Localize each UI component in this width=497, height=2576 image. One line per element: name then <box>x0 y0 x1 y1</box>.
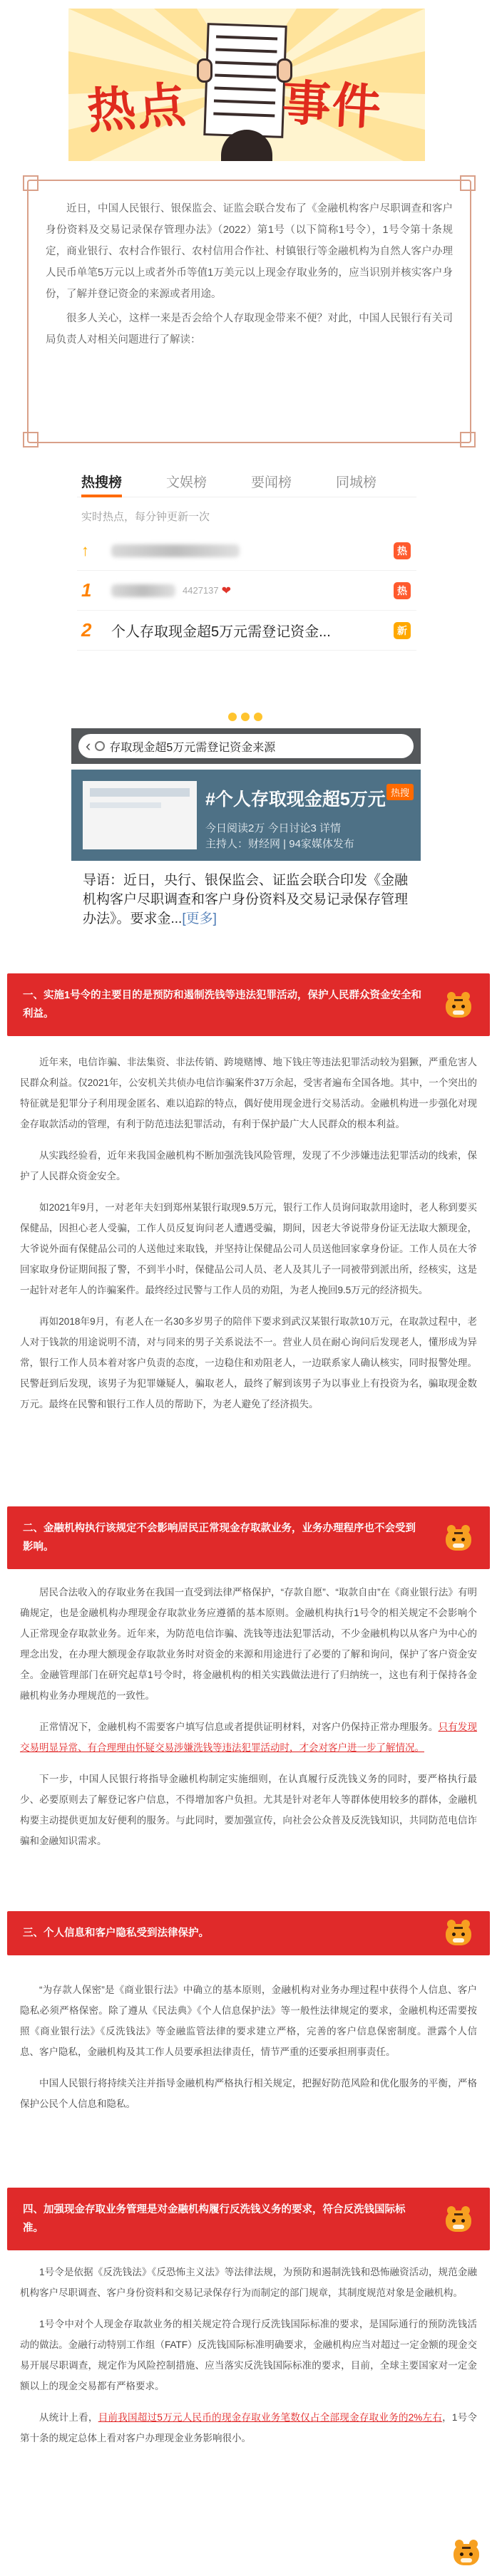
tab-entertainment[interactable]: 文娱榜 <box>166 475 207 490</box>
hot-badge: 热 <box>394 582 411 599</box>
hero-word-event: 事件 <box>280 75 384 137</box>
hot-row-title: 个人存取现金超5万元需登记资金... <box>111 624 331 640</box>
section-heading-4: 四、加强现金存取业务管理是对金融机构履行反洗钱义务的要求，符合反洗钱国际标准。 <box>7 2188 490 2250</box>
rank-label: 1 <box>81 579 92 601</box>
heat-count: 4427137 <box>183 585 219 596</box>
highlighted-text: 只有发现交易明显异常、有合理理由怀疑交易涉嫌洗钱等违法犯罪活动时，才会对客户进一步了解情况。 <box>20 1722 478 1753</box>
hot-badge: 热 <box>394 542 411 559</box>
section-4-body <box>20 2262 477 2459</box>
tiger-mascot-icon <box>443 989 474 1020</box>
search-icon <box>95 741 105 751</box>
search-result-screenshot <box>71 728 421 956</box>
tiger-mascot-icon <box>443 1522 474 1553</box>
hot-row[interactable] <box>77 611 416 651</box>
separator-dots <box>228 713 262 721</box>
body-paragraph: 中国人民银行将持续关注并指导金融机构严格执行相关规定，把握好防范风险和优化服务的平衡，严格保护公民个人信息和隐私。 <box>20 2078 477 2109</box>
tiger-mascot-icon <box>451 2537 482 2568</box>
topic-host: 主持人：财经网 | 94家媒体发布 <box>205 838 354 850</box>
rank-label: 2 <box>81 619 92 641</box>
body-paragraph: 再如2018年9月，有老人在一名30多岁男子的陪伴下要求到武汉某银行取款10万元，在取款过程中，老人对于钱款的用途说明不清，对与同来的男子关系说法不一。营业人员在耐心询问后发现老人，懂形成为异常，银行工作人员本着对客户负责的态度，一边稳住和劝阻老人，一边联系家人确认核实，同时报警处理。民警赶到后发现，该男子为犯罪嫌疑人，骗取老人，最终了解到该男子为以事业上有投资为名，骗取现金数万元。最终在民警和银行工作人员的帮助下，为老人避免了经济损失。 <box>20 1316 477 1409</box>
intro-frame <box>27 180 471 443</box>
topic-card[interactable] <box>71 770 421 861</box>
blurred-text <box>111 544 240 557</box>
hot-row[interactable] <box>77 531 416 571</box>
topic-guide: 导语：近日，央行、银保监会、证监会联合印发《金融机构客户尽职调查和客户身份资料及交易记录保存管理办法》。要求金... <box>83 873 409 926</box>
back-arrow-icon[interactable]: ‹ <box>86 737 91 755</box>
hero-word-hot: 热点 <box>85 77 190 140</box>
tiger-mascot-icon <box>443 2203 474 2235</box>
body-paragraph: “为存款人保密”是《商业银行法》中确立的基本原则，金融机构对业务办理过程中获得个人信息、客户隐私必须严格保密。除了遵从《民法典》《个人信息保护法》等一般性法律规定的要求，金融机构还需要按照《商业银行法》《反洗钱法》等金融监管法律的要求建立严格，完善的客户信息保密制度。泄露个人信息、客户隐私，金融机构及其工作人员要承担法律责任，情节严重的还要承担刑事责任。 <box>20 1985 477 2057</box>
hot-tag: 热搜 <box>386 784 414 800</box>
topic-thumbnail <box>83 781 197 849</box>
newspaper-illustration <box>203 23 287 138</box>
body-paragraph: 从统计上看，目前我国超过5万元人民币的现金存取业务笔数仅占全部现金存取业务的2%左右，1号令第十条的规定总体上看对客户办理现金业务影响很小。 <box>20 2412 477 2443</box>
hand-left-illustration <box>197 58 212 83</box>
body-paragraph: 居民合法收入的存取业务在我国一直受到法律严格保护，“存款自愿”、“取款自由”在《商业银行法》有明确规定，也是金融机构办理现金存取款业务应遵循的基本原则。金融机构执行1号令的相关规定不会影响个人正常现金存取款业务。近年来，为防范电信诈骗、洗钱等违法犯罪活动，不少金融机构以从客户为中心的理念出发，在办理大额现金存取款业务时对资金的来源和用途进行了必要的了解和询问，保护了客户资金安全。金融管理部门在研究起草1号令时，将金融机构的相关实践做法进行了归纳统一，这也有利于保持各金融机构业务办理规范的一致性。 <box>20 1587 477 1701</box>
intro-paragraph: 近日，中国人民银行、银保监会、证监会联合发布了《金融机构客户尽职调查和客户身份资料及交易记录保存管理办法》（2022）第1号（以下简称1号令），1号令第十条规定，商业银行、农村合作银行、农村信用合作社、村镇银行等金融机构为自然人客户办理人民币单笔5万元以上或者外币等值1万美元以上现金存取业务的，应当识别并核实客户身份，了解并登记资金的来源或者用途。 <box>46 203 453 300</box>
tab-news[interactable]: 要闻榜 <box>251 475 292 490</box>
hot-subtitle: 实时热点，每分钟更新一次 <box>81 511 210 523</box>
topic-stats: 今日阅读2万 今日讨论3 详情 <box>205 822 342 834</box>
section-2-body <box>20 1582 477 1862</box>
blurred-text <box>111 584 175 597</box>
tab-local[interactable]: 同城榜 <box>336 475 377 490</box>
highlighted-text: 目前我国超过5万元人民币的现金存取业务笔数仅占全部现金存取业务的2%左右 <box>98 2412 443 2423</box>
section-heading-1: 一、实施1号令的主要目的是预防和遏制洗钱等违法犯罪活动，保护人民群众资金安全和利益。 <box>7 973 490 1036</box>
body-paragraph: 如2021年9月，一对老年夫妇到郑州某银行取现9.5万元，银行工作人员询问取款用途时，老人称到要买保健品，因担心老人受骗，工作人员反复询问老人遭遇受骗，期间，因老大爷说带身份证无法取大额现金，大爷说外面有保健品公司的人送他过来取钱，并坚持让保健品公司人员送他回家拿身份证。工作人员在大爷回家取身份证期间报了警，不到半小时，保健品公司人员、老人及其儿子一同被带到派出所，经核实，这是一起针对老年人的诈骗案件。最终经过民警与工作人员的劝阻，为老人挽回9.5万元的经济损失。 <box>20 1202 477 1295</box>
body-paragraph: 正常情况下，金融机构不需要客户填写信息或者提供证明材料，对客户仍保持正常办理服务。只有发现交易明显异常、有合理理由怀疑交易涉嫌洗钱等违法犯罪活动时，才会对客户进一步了解情况。 <box>20 1722 478 1753</box>
new-badge: 新 <box>394 622 411 639</box>
rank-label: ↑ <box>81 541 89 559</box>
body-paragraph: 1号令中对个人现金存取款业务的相关规定符合现行反洗钱国际标准的要求，是国际通行的预防洗钱活动的做法。金融行动特别工作组（FATF）反洗钱国际标准明确要求，金融机构应当对超过一定金额的现金交易开展尽职调查，规定作为风险控制措施、应当落实反洗钱国际标准的要求，目前，全球主要国家对一定金额以上的现金交易都有严格要求。 <box>20 2319 477 2391</box>
tiger-mascot-icon <box>443 1917 474 1948</box>
section-heading-2: 二、金融机构执行该规定不会影响居民正常现金存取款业务，业务办理程序也不会受到影响。 <box>7 1506 490 1569</box>
section-3-body <box>20 1980 477 2125</box>
search-query: 存取现金超5万元需登记资金来源 <box>109 741 276 754</box>
body-paragraph: 1号令是依据《反洗钱法》《反恐怖主义法》等法律法规，为预防和遏制洗钱和恐怖融资活动，规范金融机构客户尽职调查、客户身份资料和交易记录保存行为而制定的部门规章，其制度规范对象是金融机构。 <box>20 2267 477 2298</box>
more-link[interactable]: [更多] <box>182 911 217 926</box>
section-heading-3: 三、个人信息和客户隐私受到法律保护。 <box>7 1911 490 1955</box>
hot-search-screenshot <box>77 470 416 705</box>
hot-row[interactable] <box>77 571 416 611</box>
section-1-body <box>20 1052 477 1425</box>
tab-hot-search[interactable]: 热搜榜 <box>77 472 162 497</box>
intro-paragraph: 很多人关心，这样一来是否会给个人存取现金带来不便？对此，中国人民银行有关司局负责人对相关问题进行了解读： <box>46 313 453 346</box>
hero-banner <box>68 9 425 161</box>
body-paragraph: 近年来，电信诈骗、非法集资、非法传销、跨境赌博、地下钱庄等违法犯罪活动较为猖獗，严重危害人民群众利益。仅2021年，公安机关共侦办电信诈骗案件37万余起，受害者遍布全国各地。其中，一个突出的特征就是犯罪分子利用现金匿名、难以追踪的特点，偶好使用现金进行交易活动。金融机构进一步强化对现金存取款活动的管理，有利于防范违法犯罪活动，有利于保护最广大人民群众的根本利益。 <box>20 1057 477 1129</box>
heart-icon: ❤ <box>221 584 232 597</box>
topic-title: #个人存取现金超5万元 <box>205 790 386 809</box>
body-paragraph: 下一步，中国人民银行将指导金融机构制定实施细则，在认真履行反洗钱义务的同时，要严格执行最少、必要原则去了解登记客户信息，不得增加客户负担。尤其是针对老年人等群体使用较多的群体，金融机构要主动提供更加友好便利的服务。与此同时，要加强宣传，向社会公众普及反洗钱知识，共同防范电信诈骗和金融知识需求。 <box>20 1774 477 1846</box>
search-input[interactable] <box>78 734 414 758</box>
body-paragraph: 从实践经验看，近年来我国金融机构不断加强洗钱风险管理，发现了不少涉嫌违法犯罪活动的线索，保护了人民群众资金安全。 <box>20 1150 477 1181</box>
